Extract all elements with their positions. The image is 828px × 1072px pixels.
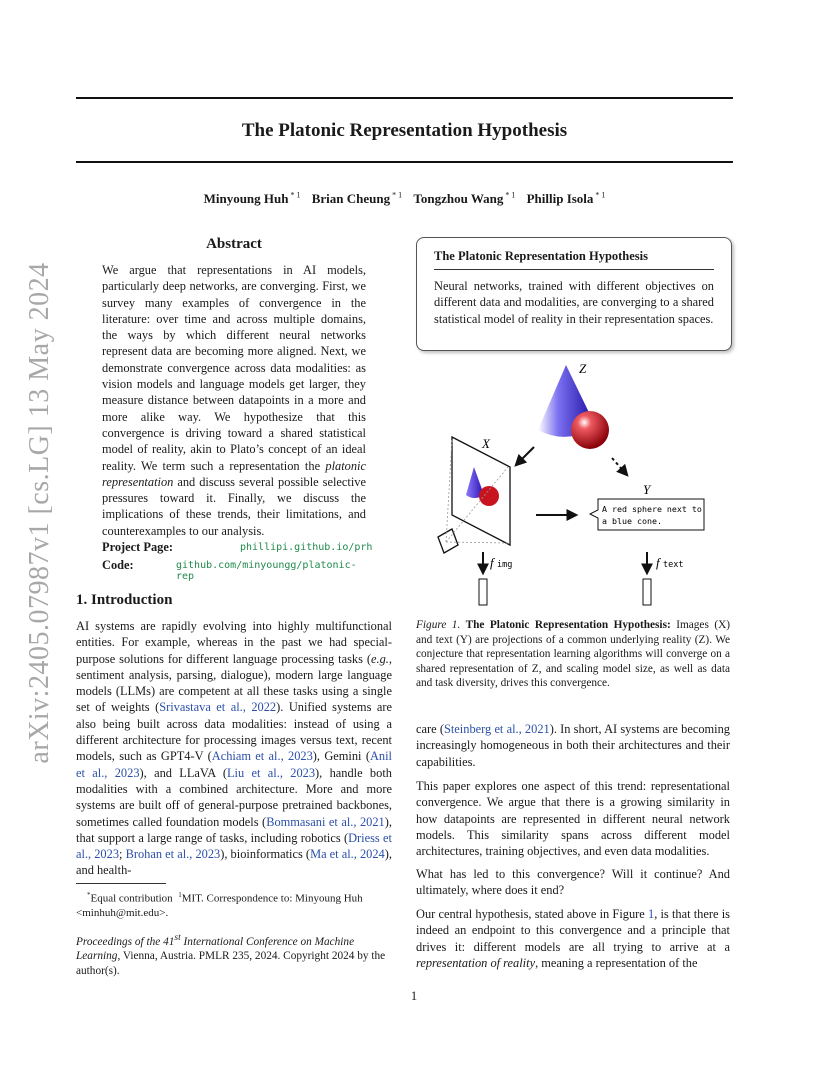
abstract-heading: Abstract xyxy=(206,236,262,252)
small-sphere-shape xyxy=(479,486,499,506)
citation-link[interactable]: Bommasani et al., 2021 xyxy=(266,814,385,829)
project-page-label: Project Page: xyxy=(102,540,173,554)
author-list xyxy=(76,191,733,207)
code-link[interactable]: github.com/minyoungg/platonic-rep xyxy=(176,560,357,582)
right-paragraph-1: care (Steinberg et al., 2021). In short, AI systems are becoming increasingly homogeneous in both their architectures and their capabilities. xyxy=(416,722,730,769)
hypothesis-box-heading: The Platonic Representation Hypothesis xyxy=(434,249,649,263)
right-paragraph-4: Our central hypothesis, stated above in Figure 1, is that there is indeed an endpoint to this convergence and a principle that drives it: different models are all trying to arrive at a representation of reality, meaning a representation of the xyxy=(416,907,730,970)
arrow-z-to-x xyxy=(516,447,534,465)
embedding-img xyxy=(479,579,487,605)
bubble-text-line-1: A red sphere next to xyxy=(602,504,702,514)
label-f-img: f xyxy=(490,555,494,570)
citation-link[interactable]: Ma et al., 2024 xyxy=(310,847,385,862)
page-number: 1 xyxy=(410,989,418,1003)
embedding-text xyxy=(643,579,651,605)
label-x: X xyxy=(482,436,490,451)
footnote: *Equal contribution $^1$MIT. Correspondence to: Minyoung Huh <minhuh@mit.edu>. xyxy=(76,891,363,919)
author-4: Phillip Isola $^{* 1}$ xyxy=(526,191,606,207)
citation-link[interactable]: Anil et al., 2023 xyxy=(76,749,392,780)
citation-link[interactable]: Liu et al., 2023 xyxy=(226,765,316,780)
label-f-img-sub: img xyxy=(497,560,513,570)
camera-icon xyxy=(438,529,458,553)
citation-link[interactable]: Driess et al., 2023 xyxy=(76,830,393,862)
hypothesis-box-rule xyxy=(434,269,714,270)
label-f-text: f xyxy=(656,555,660,570)
citation-link[interactable]: Achiam et al., 2023 xyxy=(211,749,313,764)
label-z: Z xyxy=(579,361,587,376)
citation-link[interactable]: Srivastava et al., 2022 xyxy=(159,700,277,715)
paper-title: The Platonic Representation Hypothesis xyxy=(241,120,568,141)
figure-1-illustration xyxy=(416,355,730,610)
code-row xyxy=(102,558,366,582)
proceedings-note: Proceedings of the 41st International Conference on Machine Learning, Vienna, Austria. PMLR 235, 2024. Copyright 2024 by the author(s). xyxy=(76,933,386,977)
top-rule xyxy=(76,97,733,99)
project-page-row xyxy=(102,540,373,555)
citation-link[interactable]: Brohan et al., 2023 xyxy=(125,847,221,862)
project-page-link[interactable]: phillipi.github.io/prh xyxy=(240,542,373,553)
hypothesis-box-body: Neural networks, trained with different objectives on different data and modalities, are converging to a shared statistical model of reality in their representation spaces. xyxy=(434,279,714,326)
right-paragraph-2: This paper explores one aspect of this trend: representational convergence. We argue that there is a growing similarity in how datapoints are represented in different neural network models. This similarity spans across different model architectures, training objectives, and even data modalities. xyxy=(416,779,730,859)
code-label: Code: xyxy=(102,558,134,572)
right-paragraph-3: What has led to this convergence? Will it continue? And ultimately, where does it end? xyxy=(416,867,730,898)
citation-link[interactable]: Steinberg et al., 2021 xyxy=(443,722,550,736)
author-3: Tongzhou Wang $^{* 1}$ xyxy=(413,191,516,207)
author-2: Brian Cheung $^{* 1}$ xyxy=(311,191,403,207)
bubble-text-line-2: a blue cone. xyxy=(602,516,662,526)
abstract-text: We argue that representations in AI models, particularly deep networks, are converging. First, we survey many examples of convergence in the literature: over time and across multiple domains, the ways by which different neural networks represent data are becoming more aligned. Next, we demonstrate convergence across data modalities: as vision models and language models get larger, they measure distance between datapoints in a more and more alike way. We hypothesize that this convergence is driving toward a shared statistical model of reality, akin to Plato’s concept of an ideal reality. We term such a representation the platonic representation and discuss several possible selective pressures toward it. Finally, we discuss the implications of these trends, their limitations, and counterexamples to our analysis. xyxy=(102,263,366,538)
figure-ref-link[interactable]: 1 xyxy=(647,907,655,921)
intro-paragraph: AI systems are rapidly evolving into highly multifunctional entities. For example, whereas in the past we had special-purpose solutions for different language processing tasks (e.g., sentiment analysis, parsing, dialogue), modern large language models (LLMs) are competent at all these tasks using a single set of weights (Srivastava et al., 2022). Unified systems are also being built across data modalities: instead of using a different architecture for processing images versus text, recent models, such as GPT4-V (Achiam et al., 2023), Gemini (Anil et al., 2023), and LLaVA (Liu et al., 2023), handle both modalities with a combined architecture. More and more systems are built off of general-purpose pretrained backbones, sometimes called foundation models (Bommasani et al., 2021), that support a large range of tasks, including robotics (Driess et al., 2023; Brohan et al., 2023), bioinformatics (Ma et al., 2024), and health- xyxy=(76,619,393,878)
arxiv-sidebar: arXiv:2405.07987v1 [cs.LG] 13 May 2024 xyxy=(24,262,55,764)
label-f-text-sub: text xyxy=(663,560,684,570)
figure-1-caption: Figure 1. The Platonic Representation Hypothesis: Images (X) and text (Y) are projections of a common underlying reality (Z). We conjecture that representation learning algorithms will converge on a shared representation of Z, and scaling model size, as well as data and task diversity, drives this convergence. xyxy=(416,619,731,690)
section-heading-introduction: 1. Introduction xyxy=(76,592,173,608)
author-1: Minyoung Huh $^{* 1}$ xyxy=(203,191,301,207)
footnote-rule xyxy=(76,883,166,884)
sphere-shape xyxy=(571,411,609,449)
arrow-z-to-y xyxy=(612,458,627,475)
title-rule xyxy=(76,161,733,163)
label-y: Y xyxy=(643,482,651,497)
